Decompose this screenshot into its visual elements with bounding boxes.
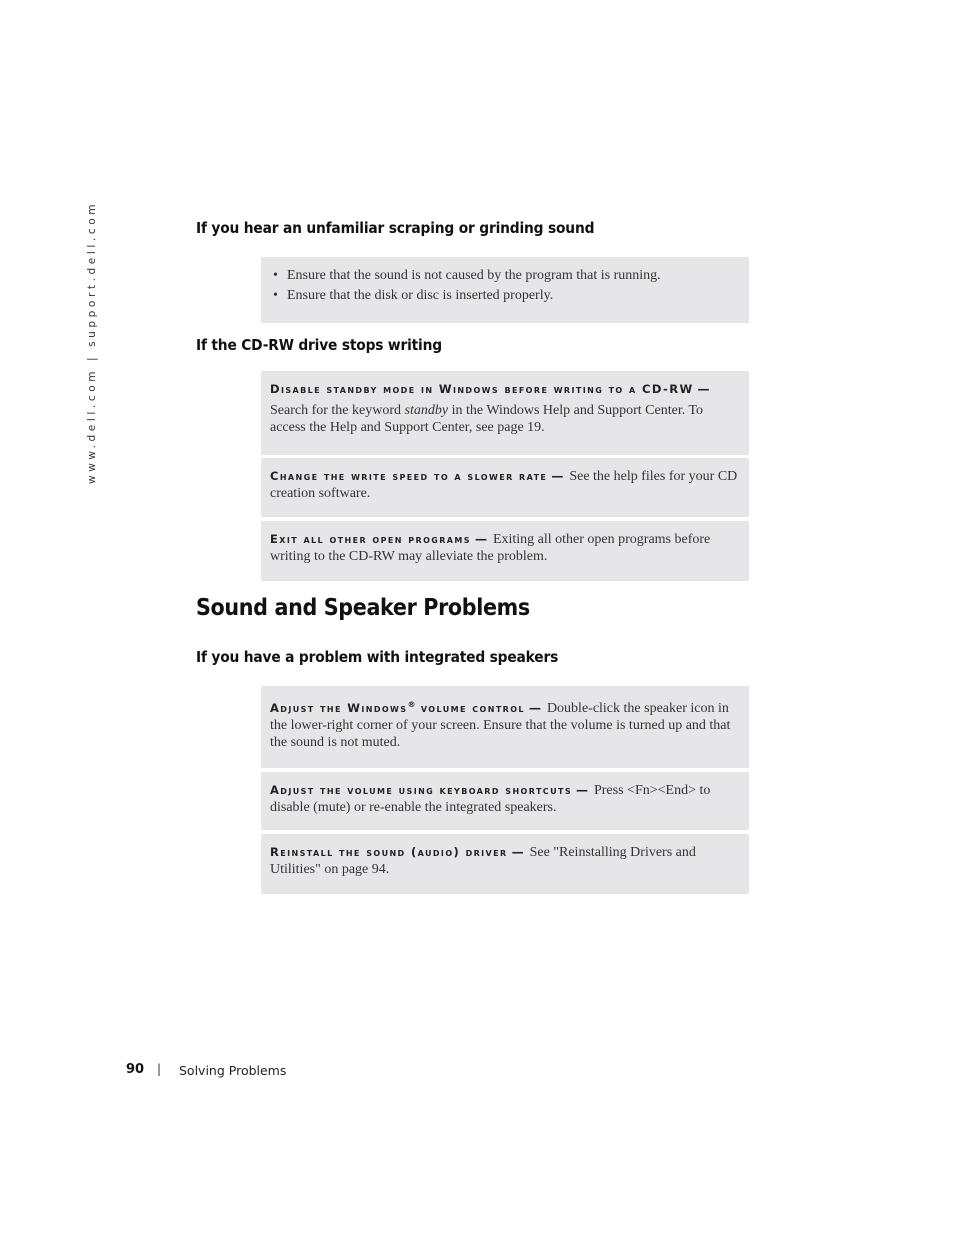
bullet-icon: • (273, 268, 278, 283)
keyword-standby: standby (404, 403, 449, 418)
list-item (270, 267, 740, 284)
tip-box-exit-programs (261, 521, 749, 581)
footer-separator: | (157, 1062, 162, 1076)
em-dash: — (575, 783, 588, 797)
tip-box-write-speed (261, 458, 749, 517)
list-item-text: Ensure that the sound is not caused by the program that is running. (287, 268, 661, 283)
em-dash: — (511, 845, 524, 859)
tip-text: Exiting all other open programs before writing to the CD-RW may alleviate the problem. (270, 532, 711, 564)
tip-text: See the help files for your CD creation software. (270, 469, 738, 501)
bullet-icon: • (273, 288, 278, 303)
tip-box-disable-standby (261, 371, 749, 455)
tip-text (270, 402, 740, 436)
tip-text: Press <Fn><End> to disable (mute) or re-enable the integrated speakers. (270, 783, 711, 815)
tip-lead: Reinstall the sound (audio) driver (270, 845, 508, 859)
em-dash: — (528, 700, 541, 715)
bullet-list (270, 267, 740, 304)
em-dash: — (551, 469, 564, 483)
tip-lead: Disable standby mode in Windows before writing to a CD-RW (270, 382, 694, 396)
tip-lead: Exit all other open programs (270, 532, 471, 546)
footer-section-title: Solving Problems (179, 1063, 287, 1078)
tip-text: See "Reinstalling Drivers and Utilities" on page 94. (270, 845, 696, 877)
sidebar-url: www.dell.com | support.dell.com (86, 200, 98, 484)
list-item-text: Ensure that the disk or disc is inserted properly. (287, 288, 554, 303)
tip-lead-part: volume control (415, 700, 525, 715)
tip-text: Double-click the speaker icon in the lower-right corner of your screen. Ensure that the volume is turned up and that the sound is not muted. (270, 700, 731, 750)
tip-text-part: in the Windows Help and Support Center. To access the Help and Support Center, see page 19. (270, 403, 704, 435)
tip-lead (270, 701, 525, 715)
registered-mark: ® (407, 700, 416, 709)
heading-cdrw-stops-writing: If the CD-RW drive stops writing (196, 336, 442, 354)
em-dash: — (697, 382, 710, 396)
list-item (270, 287, 740, 304)
em-dash: — (474, 532, 487, 546)
heading-scraping-sound: If you hear an unfamiliar scraping or grinding sound (196, 219, 595, 237)
tip-box-keyboard-shortcuts (261, 772, 749, 830)
tip-lead-part: Adjust the Windows (270, 700, 408, 715)
tip-lead: Change the write speed to a slower rate (270, 469, 548, 483)
tip-box-reinstall-driver (261, 834, 749, 894)
tip-box-adjust-volume-control (261, 686, 749, 768)
page-number: 90 (126, 1062, 145, 1077)
tip-lead: Adjust the volume using keyboard shortcuts (270, 783, 572, 797)
tip-text-part: Search for the keyword (270, 403, 405, 418)
section-title-sound-speaker: Sound and Speaker Problems (196, 595, 530, 621)
heading-integrated-speakers: If you have a problem with integrated speakers (196, 648, 559, 666)
tip-box-scraping (261, 257, 749, 323)
